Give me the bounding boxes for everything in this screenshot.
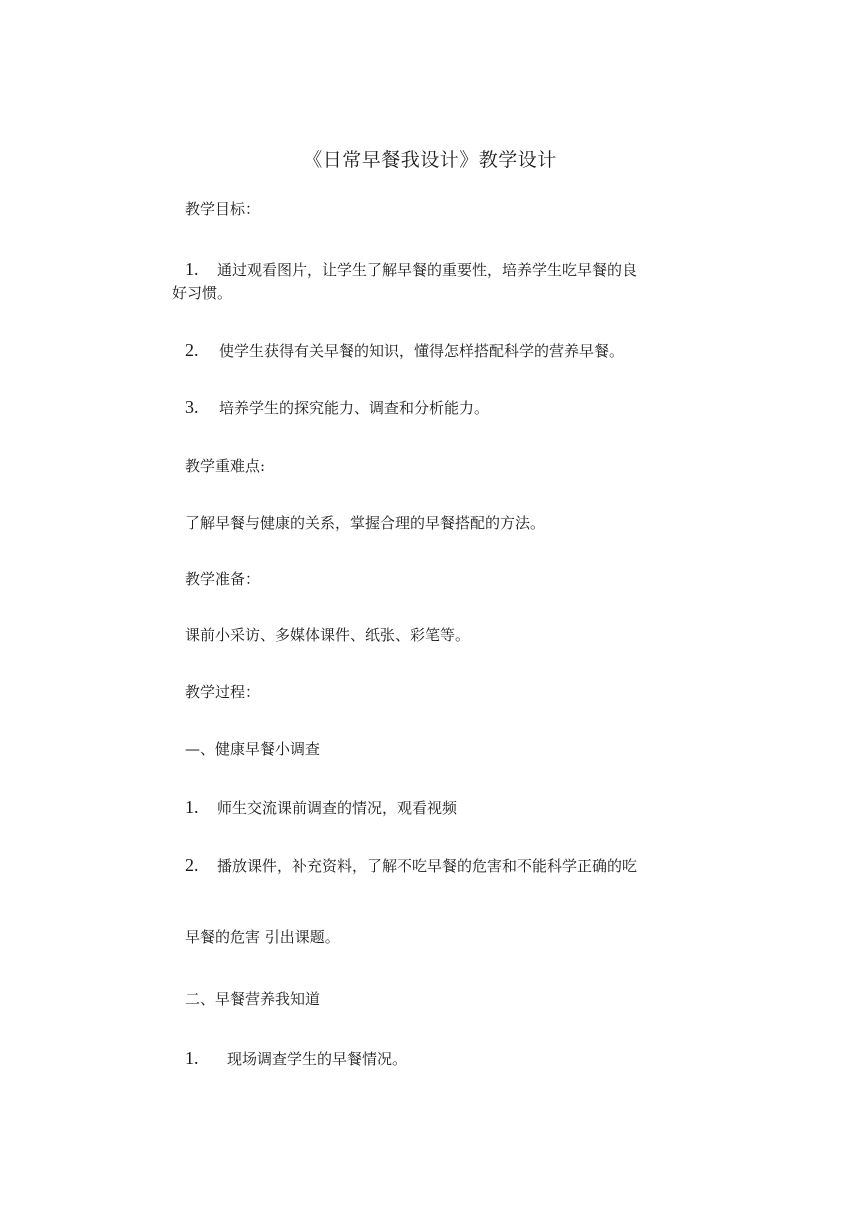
objective-text-2: 使学生获得有关早餐的知识，懂得怎样搭配科学的营养早餐。: [219, 342, 625, 360]
objective-item-2: [185, 339, 624, 362]
part1-item-1: [185, 796, 457, 819]
part1-text-2: 播放课件，补充资料，了解不吃早餐的危害和不能科学正确的吃: [217, 857, 638, 875]
part2-text-1: 现场调查学生的早餐情况。: [227, 1050, 408, 1068]
part2-heading: 二、早餐营养我知道: [185, 990, 321, 1008]
objective-item-1-continuation: 好习惯。: [172, 284, 233, 302]
key-points-heading: 教学重难点:: [185, 457, 266, 475]
part2-item-1: [185, 1047, 407, 1070]
process-heading: 教学过程：: [185, 683, 261, 701]
objectives-heading: 教学目标：: [185, 200, 261, 218]
part2-number-1: 1.: [185, 1048, 199, 1068]
document-title: 《日常早餐我设计》教学设计: [303, 149, 557, 171]
objective-item-1: [185, 258, 637, 281]
part1-item-2-continuation: 早餐的危害 引出课题。: [185, 928, 340, 946]
objective-text-3: 培养学生的探究能力、调查和分析能力。: [219, 399, 490, 417]
objective-number-1: 1.: [185, 259, 199, 279]
objective-number-2: 2.: [185, 340, 199, 360]
part1-number-2: 2.: [185, 855, 199, 875]
part1-text-1: 师生交流课前调查的情况，观看视频: [217, 799, 458, 817]
part1-heading: —、健康早餐小调查: [185, 740, 321, 758]
objective-item-3: [185, 396, 489, 419]
preparation-text: 课前小采访、多媒体课件、纸张、彩笔等。: [185, 626, 471, 644]
part1-number-1: 1.: [185, 797, 199, 817]
objective-text-1: 通过观看图片，让学生了解早餐的重要性，培养学生吃早餐的良: [217, 261, 638, 279]
part1-item-2: [185, 854, 637, 877]
objective-number-3: 3.: [185, 397, 199, 417]
preparation-heading: 教学准备：: [185, 570, 261, 588]
key-points-text: 了解早餐与健康的关系，掌握合理的早餐搭配的方法。: [185, 514, 546, 532]
